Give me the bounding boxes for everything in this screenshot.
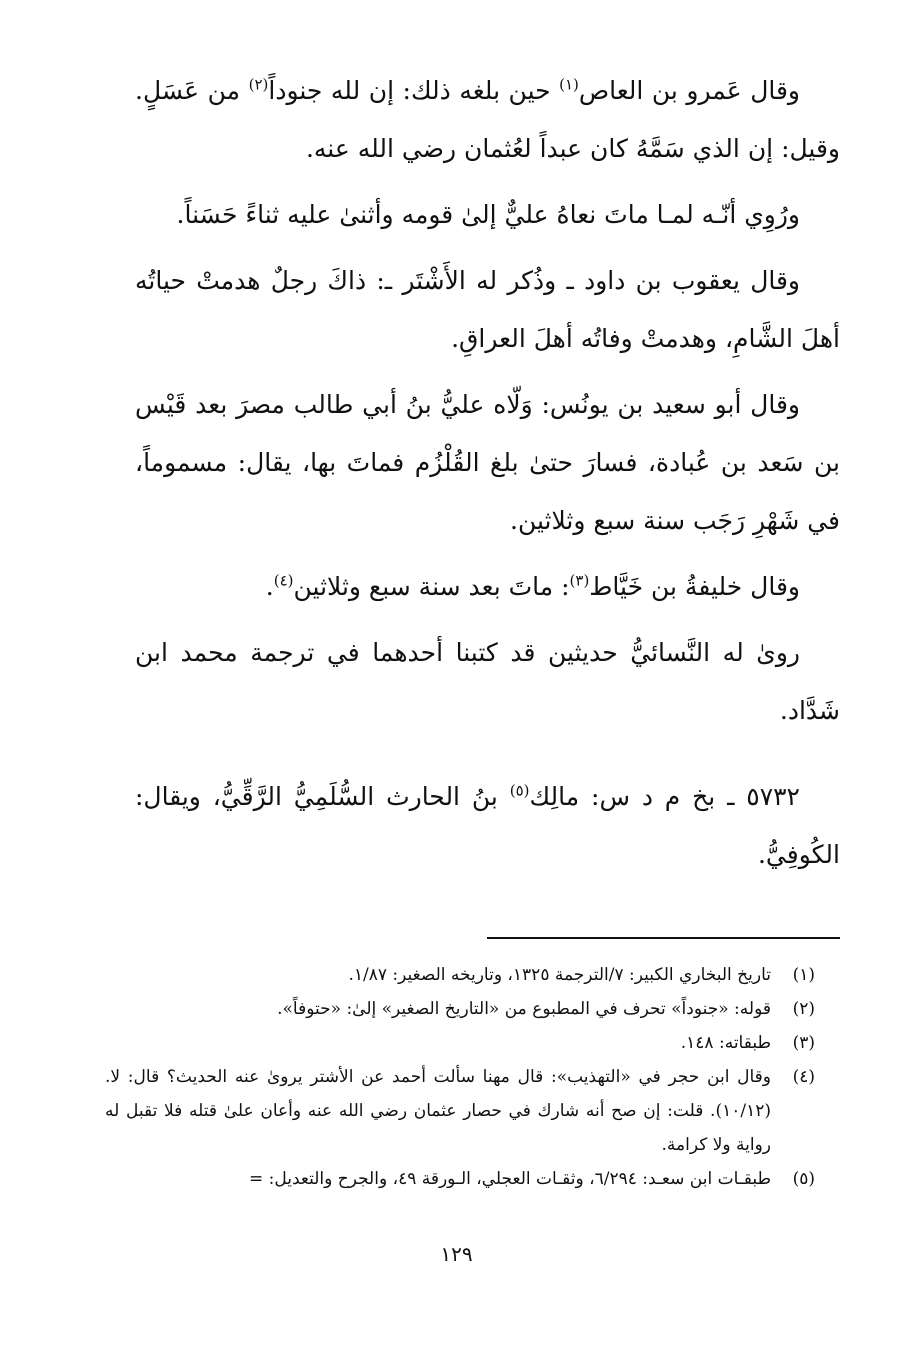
footnote-marker: (٢) [248,75,269,94]
page-number: ١٢٩ [440,1242,473,1266]
footnote-text: طبقاته: ١٤٨. [680,1033,771,1053]
paragraph-nasai: روىٰ له النَّسائيُّ حديثين قد كتبنا أحدهما في ترجمة محمد ابن شَدَّاد. [135,638,840,725]
footnote-text: تاريخ البخاري الكبير: ٧/الترجمة ١٣٢٥، وتاريخه الصغير: ١/٨٧. [348,965,771,985]
paragraph-yaqub-ibn-dawud: وقال يعقوب بن داود ـ وذُكر له الأَشْتَر ـ: ذاكَ رجلٌ هدمتْ حياتُه أهلَ الشَّامِ، وهدمتْ وفاتُه أهلَ العراقِ. [135,266,840,353]
footnote-text: وقال ابن حجر في «التهذيب»: قال مهنا سألت أحمد عن الأشتر يروىٰ عنه الحديث؟ قال: لا. (١٠/١٢). قلت: إن صح أنه شارك في حصار عثمان رضي الله عنه وأعان علىٰ قتله فلا تقبل له رواية ولا كرامة. [105,1067,771,1155]
main-text [135,62,840,892]
footnotes [105,958,815,1196]
paragraph-text: : ماتَ بعد سنة سبع وثلاثين [293,572,570,601]
paragraph-text: حين بلغه ذلك: إن لله جنوداً [268,76,560,105]
footnote-marker: (٤) [273,571,294,590]
entry-text: ٥٧٣٢ ـ بخ م د س: مالِك [529,782,800,811]
footnote-item [105,992,815,1026]
footnote-marker: (٣) [569,571,590,590]
paragraph-text: وقال عَمرو بن العاص [578,76,800,105]
entry-text: بنُ الحارث السُّلَمِيُّ الرَّقِّيُّ، ويقال: الكُوفِيُّ. [135,782,840,869]
paragraph-amr-ibn-al-as [135,62,840,178]
footnote-text: قوله: «جنوداً» تحرف في المطبوع من «التاريخ الصغير» إلىٰ: «حتوفاً». [277,999,771,1019]
paragraph-text: من عَسَلٍ. وقيل: إن الذي سَمَّهُ كان عبداً لعُثمان رضي الله عنه. [135,76,840,163]
footnote-number: (٣) [792,1033,815,1053]
footnote-number: (٥) [792,1169,815,1189]
paragraph-text: وقال خليفةُ بن خَيَّاط [589,572,800,601]
footnote-item [105,1162,815,1196]
paragraph-khalifa-ibn-khayyat [135,558,840,616]
footnote-number: (٢) [792,999,815,1019]
footnote-marker: (١) [559,75,579,94]
footnote-item [105,1060,815,1162]
paragraph-ali-mourning: ورُوِي أنّـه لمـا ماتَ نعاهُ عليٌّ إلىٰ قومه وأثنىٰ عليه ثناءً حَسَناً. [176,200,800,229]
entry-heading-5732 [135,768,840,884]
footnote-number: (١) [792,965,815,985]
footnote-number: (٤) [792,1067,815,1087]
footnote-marker: (٥) [509,781,530,800]
footnote-item [105,1026,815,1060]
paragraph-abu-said-ibn-yunus: وقال أبو سعيد بن يونُس: وَلّاه عليُّ بنُ أبي طالب مصرَ بعد قَيْس بن سَعد بن عُبادة، فسارَ حتىٰ بلغ القُلْزُم فماتَ بها، يقال: مسموماً، في شَهْرِ رَجَب سنة سبع وثلاثين. [135,390,840,535]
footnote-item [105,958,815,992]
footnote-divider [487,937,840,939]
footnote-text: طبقـات ابن سعـد: ٦/٢٩٤، وثقـات العجلي، الـورقة ٤٩، والجرح والتعديل: = [248,1169,771,1189]
paragraph-text: . [265,572,274,601]
